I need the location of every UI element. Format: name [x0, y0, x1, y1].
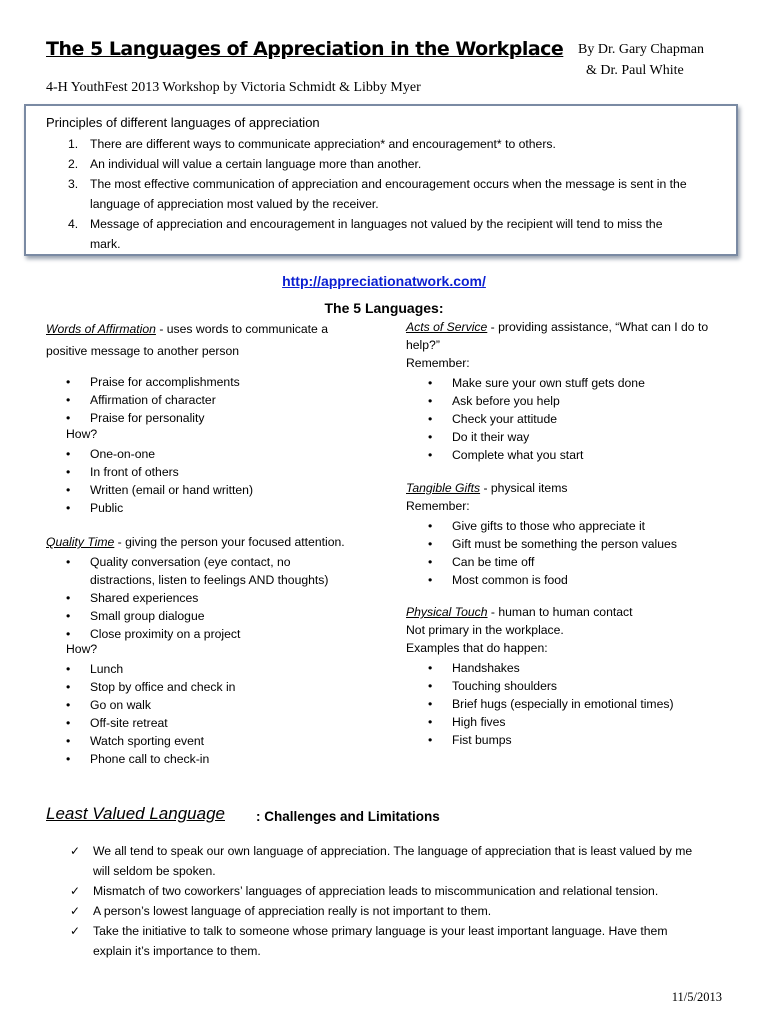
bullet-dot-icon: • [428, 573, 433, 587]
list-item: Fist bumps [452, 733, 512, 747]
bullet-dot-icon: • [428, 715, 433, 729]
bullet-dot-icon: • [428, 679, 433, 693]
bullet-dot-icon: • [66, 483, 71, 497]
principle-text: mark. [90, 237, 121, 251]
bullet-dot-icon: • [428, 412, 433, 426]
principle-text: language of appreciation most valued by the receiver. [90, 197, 379, 211]
principle-text: Message of appreciation and encouragement in languages not valued by the recipient will tend to miss the [90, 217, 663, 231]
physical-touch-heading: Physical Touch [406, 605, 488, 619]
bullet-dot-icon: • [428, 519, 433, 533]
principle-number: 1. [68, 137, 79, 151]
principle-text: An individual will value a certain language more than another. [90, 157, 422, 171]
bullet-dot-icon: • [66, 375, 71, 389]
bullet-dot-icon: • [428, 430, 433, 444]
bullet-dot-icon: • [66, 447, 71, 461]
list-item: Praise for accomplishments [90, 375, 240, 389]
principle-number: 3. [68, 177, 79, 191]
list-item: Complete what you start [452, 448, 584, 462]
list-item: Give gifts to those who appreciate it [452, 519, 646, 533]
check-text: explain it’s importance to them. [93, 944, 261, 958]
physical-touch-note: Not primary in the workplace. [406, 623, 564, 637]
acts-of-service-desc-2: help?” [406, 338, 440, 352]
bullet-dot-icon: • [66, 627, 71, 641]
list-item: Close proximity on a project [90, 627, 241, 641]
check-text: Mismatch of two coworkers’ languages of appreciation leads to miscommunication and relational tension. [93, 884, 659, 898]
bullet-dot-icon: • [428, 733, 433, 747]
acts-of-service-section [406, 320, 708, 334]
bullet-dot-icon: • [66, 501, 71, 515]
list-item: Do it their way [452, 430, 530, 444]
author-line-1: By Dr. Gary Chapman [578, 42, 704, 57]
bullet-dot-icon: • [428, 376, 433, 390]
quality-time-section [46, 535, 345, 549]
list-item: Public [90, 501, 124, 515]
list-item: Most common is food [452, 573, 568, 587]
checkmark-icon: ✓ [70, 904, 81, 918]
principles-title: Principles of different languages of appreciation [46, 115, 320, 130]
list-item: Shared experiences [90, 591, 199, 605]
list-item-continued: distractions, listen to feelings AND thoughts) [90, 573, 329, 587]
list-item: Written (email or hand written) [90, 483, 254, 497]
list-item: Watch sporting event [90, 734, 205, 748]
checkmark-icon: ✓ [70, 924, 81, 938]
bullet-dot-icon: • [428, 661, 433, 675]
languages-title: The 5 Languages: [324, 300, 444, 316]
examples-label: Examples that do happen: [406, 641, 548, 655]
tangible-gifts-section [406, 481, 567, 495]
acts-of-service-desc: - providing assistance, “What can I do to [487, 320, 709, 334]
how-label: How? [66, 642, 98, 656]
website-link[interactable]: http://appreciationatwork.com/ [282, 273, 486, 289]
list-item: Off-site retreat [90, 716, 168, 730]
physical-touch-section [406, 605, 633, 619]
words-of-affirmation-heading: Words of Affirmation [46, 322, 156, 336]
list-item: High fives [452, 715, 506, 729]
bullet-dot-icon: • [66, 411, 71, 425]
check-text: A person’s lowest language of appreciation really is not important to them. [93, 904, 492, 918]
list-item: In front of others [90, 465, 179, 479]
principle-number: 4. [68, 217, 79, 231]
list-item: Check your attitude [452, 412, 558, 426]
list-item: Gift must be something the person values [452, 537, 677, 551]
words-of-affirmation-desc-2: positive message to another person [46, 344, 240, 358]
list-item: Make sure your own stuff gets done [452, 376, 645, 390]
bullet-dot-icon: • [66, 591, 71, 605]
bullet-dot-icon: • [428, 394, 433, 408]
check-text: We all tend to speak our own language of appreciation. The language of appreciation that is least valued by me [93, 844, 693, 858]
bullet-dot-icon: • [66, 698, 71, 712]
bullet-dot-icon: • [66, 752, 71, 766]
list-item: Lunch [90, 662, 124, 676]
remember-label: Remember: [406, 499, 470, 513]
bullet-dot-icon: • [428, 555, 433, 569]
tangible-gifts-desc: - physical items [480, 481, 568, 495]
physical-touch-desc: - human to human contact [487, 605, 633, 619]
list-item: Phone call to check-in [90, 752, 210, 766]
principle-number: 2. [68, 157, 79, 171]
tangible-gifts-heading: Tangible Gifts [406, 481, 481, 495]
bullet-dot-icon: • [66, 465, 71, 479]
list-item: Handshakes [452, 661, 520, 675]
list-item: Affirmation of character [90, 393, 216, 407]
bullet-dot-icon: • [66, 716, 71, 730]
quality-time-heading: Quality Time [46, 535, 115, 549]
bullet-dot-icon: • [66, 555, 71, 569]
bullet-dot-icon: • [66, 662, 71, 676]
list-item: Can be time off [452, 555, 535, 569]
bullet-dot-icon: • [428, 448, 433, 462]
list-item: Praise for personality [90, 411, 205, 425]
checkmark-icon: ✓ [70, 884, 81, 898]
bullet-dot-icon: • [428, 697, 433, 711]
bullet-dot-icon: • [66, 393, 71, 407]
footer-date: 11/5/2013 [671, 990, 722, 1004]
remember-label: Remember: [406, 356, 470, 370]
author-line-2: & Dr. Paul White [586, 63, 684, 78]
principle-text: The most effective communication of appreciation and encouragement occurs when the message is sent in the [90, 177, 687, 191]
how-label: How? [66, 427, 98, 441]
list-item: Brief hugs (especially in emotional times) [452, 697, 674, 711]
bullet-dot-icon: • [428, 537, 433, 551]
list-item: Quality conversation (eye contact, no [90, 555, 291, 569]
bullet-dot-icon: • [66, 734, 71, 748]
page-title: The 5 Languages of Appreciation in the Workplace [46, 38, 564, 60]
workshop-subtitle: 4-H YouthFest 2013 Workshop by Victoria Schmidt & Libby Myer [46, 80, 421, 95]
bullet-dot-icon: • [66, 680, 71, 694]
list-item: Stop by office and check in [90, 680, 236, 694]
principle-text: There are different ways to communicate appreciation* and encouragement* to others. [90, 137, 556, 151]
least-valued-subtitle: : Challenges and Limitations [256, 809, 440, 824]
check-text: Take the initiative to talk to someone whose primary language is your least important language. Have them [93, 924, 668, 938]
list-item: Go on walk [90, 698, 151, 712]
list-item: Ask before you help [452, 394, 560, 408]
quality-time-desc: - giving the person your focused attention. [114, 535, 345, 549]
words-of-affirmation-desc: - uses words to communicate a [155, 322, 329, 336]
list-item: One-on-one [90, 447, 156, 461]
bullet-dot-icon: • [66, 609, 71, 623]
acts-of-service-heading: Acts of Service [406, 320, 488, 334]
least-valued-title: Least Valued Language [46, 804, 225, 823]
list-item: Small group dialogue [90, 609, 205, 623]
list-item: Touching shoulders [452, 679, 558, 693]
checkmark-icon: ✓ [70, 844, 81, 858]
check-text: will seldom be spoken. [93, 864, 216, 878]
